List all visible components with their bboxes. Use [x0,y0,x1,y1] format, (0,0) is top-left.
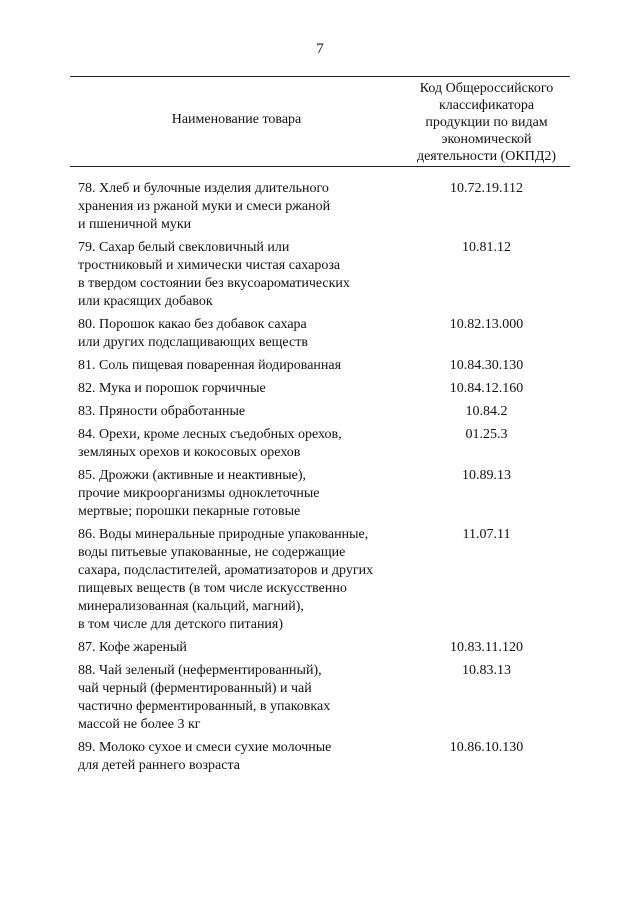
okpd2-code: 10.84.12.160 [449,381,524,396]
table-header-bottom-rule [70,166,570,167]
okpd2-code: 11.07.11 [462,527,511,542]
table-row [70,316,570,352]
product-name-line: 81. Соль пищевая поваренная йодированная [78,358,342,373]
product-name-line: частично ферментированный, в упаковках [78,699,331,714]
okpd2-code: 10.83.13 [462,663,511,678]
table-row [70,380,570,398]
table-row [70,526,570,634]
header-code-line: Код Общероссийского [419,81,554,96]
header-code-line: классификатора [438,98,535,113]
product-name-line: пищевых веществ (в том числе искусственно [78,581,347,596]
product-name [70,426,403,462]
product-name-line: 86. Воды минеральные природные упакованные, [78,527,369,542]
product-name [70,526,403,634]
okpd2-code: 10.84.2 [465,404,508,419]
table-row [70,739,570,775]
okpd2-code: 10.72.19.112 [450,181,523,196]
product-name-line: и пшеничной муки [78,217,192,232]
product-name-line: прочие микроорганизмы одноклеточные [78,486,320,501]
product-name-line: 82. Мука и порошок горчичные [78,381,266,396]
product-name-line: воды питьевые упакованные, не содержащие [78,545,346,560]
product-name-line: в твердом состоянии без вкусоароматических [78,276,350,291]
product-name [70,739,403,775]
product-name-line: сахара, подсластителей, ароматизаторов и других [78,563,374,578]
table-row [70,662,570,734]
product-name-line: земляных орехов и кокосовых орехов [78,445,301,460]
product-name [70,239,403,311]
product-name [70,467,403,521]
product-name-line: чай черный (ферментированный) и чай [78,681,312,696]
product-name-line: 78. Хлеб и булочные изделия длительного [78,181,329,196]
table-row [70,357,570,375]
product-name-line: 87. Кофе жареный [78,640,187,655]
okpd2-code: 10.84.30.130 [449,358,524,373]
table-row [70,239,570,311]
table-body [70,180,570,780]
product-name-line: мертвые; порошки пекарные готовые [78,504,301,519]
okpd2-code: 10.82.13.000 [449,317,524,332]
product-name [70,639,403,657]
header-code-line: деятельности (ОКПД2) [416,149,557,164]
header-name-column: Наименование товара [171,112,302,127]
okpd2-code: 10.89.13 [462,468,511,483]
product-name-line: 88. Чай зеленый (неферментированный), [78,663,322,678]
product-name-line: 89. Молоко сухое и смеси сухие молочные [78,740,332,755]
product-name-line: минерализованная (кальций, магний), [78,599,304,614]
table-row [70,639,570,657]
product-name [70,316,403,352]
product-name [70,180,403,234]
okpd2-code: 10.81.12 [462,240,511,255]
table-header-top-rule [70,76,570,77]
product-name-line: или красящих добавок [78,294,213,309]
okpd2-code: 10.83.11.120 [450,640,523,655]
table-row [70,426,570,462]
header-code-column [403,80,570,165]
page-number: 7 [316,41,324,57]
product-name-line: 85. Дрожжи (активные и неактивные), [78,468,307,483]
product-name-line: или других подслащивающих веществ [78,335,308,350]
table-row [70,403,570,421]
product-name-line: 79. Сахар белый свекловичный или [78,240,290,255]
product-name [70,403,403,421]
product-name-line: в том числе для детского питания) [78,617,284,632]
table-row [70,180,570,234]
okpd2-code: 01.25.3 [465,427,508,442]
product-name-line: для детей раннего возраста [78,758,240,773]
okpd2-code: 10.86.10.130 [449,740,524,755]
product-name [70,357,403,375]
product-name [70,380,403,398]
header-code-line: экономической [441,132,532,147]
product-name-line: 80. Порошок какао без добавок сахара [78,317,307,332]
product-name-line: тростниковый и химически чистая сахароза [78,258,341,273]
product-name-line: 83. Пряности обработанные [78,404,246,419]
product-name [70,662,403,734]
product-name-line: 84. Орехи, кроме лесных съедобных орехов, [78,427,342,442]
product-name-line: хранения из ржаной муки и смеси ржаной [78,199,331,214]
product-name-line: массой не более 3 кг [78,717,201,732]
header-code-line: продукции по видам [425,115,548,130]
table-row [70,467,570,521]
